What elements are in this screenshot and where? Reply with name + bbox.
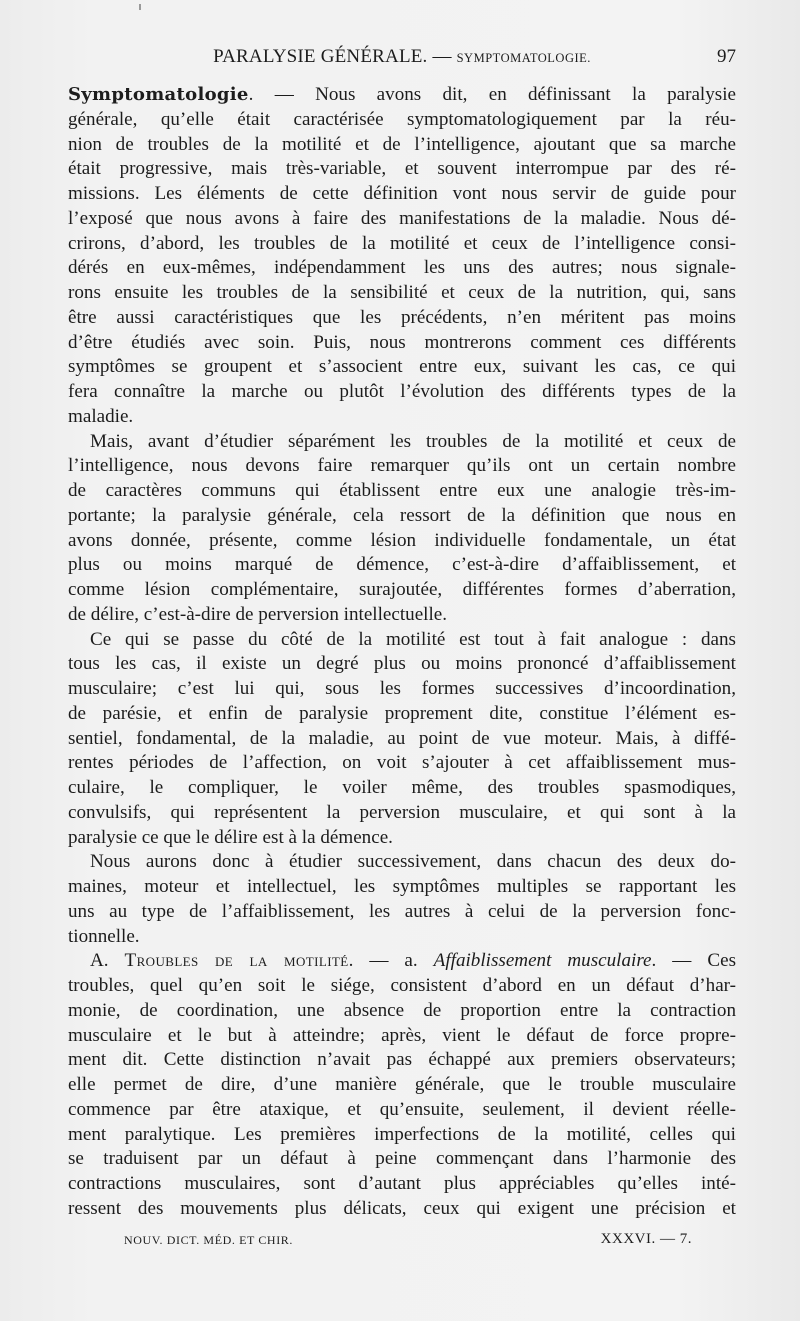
text-run: rons ensuite les troubles de la sensibilité et ceux de la nutrition, qui, sans xyxy=(68,282,736,303)
text-run: musculaire; c’est lui qui, sous les formes successives d’incoordination, xyxy=(68,678,736,699)
page-header xyxy=(68,46,736,72)
text-run: . — a. xyxy=(348,950,434,972)
running-title-section: SYMPTOMATOLOGIE. xyxy=(456,51,591,65)
footer-signature: NOUV. DICT. MÉD. ET CHIR. xyxy=(124,1233,294,1247)
text-line xyxy=(68,83,736,108)
text-line xyxy=(68,331,736,356)
text-run: se traduisent par un défaut à peine commençant dans l’harmonie des xyxy=(68,1148,736,1170)
text-run: paralysie ce que le délire est à la démence. xyxy=(68,826,393,848)
text-run: troubles, quel qu’en soit le siége, consistent d’abord en un défaut d’har- xyxy=(68,975,736,996)
text-line xyxy=(68,108,736,133)
text-run: avons donnée, présente, comme lésion individuelle fondamentale, un état xyxy=(68,529,736,551)
text-line xyxy=(68,380,736,405)
text-line xyxy=(68,925,736,950)
text-run: Nous aurons donc à étudier successivement, dans chacun des deux do- xyxy=(90,851,736,873)
text-run: rentes périodes de l’affection, on voit s’ajouter à cet affaiblissement mus- xyxy=(68,752,736,774)
text-line xyxy=(68,974,736,999)
text-line xyxy=(68,355,736,380)
text-line xyxy=(68,281,736,306)
text-run: Ce qui se passe du côté de la motilité est tout à fait analogue : dans xyxy=(90,628,736,650)
text-run: était progressive, mais très-variable, et souvent interrompue par des ré- xyxy=(68,158,736,180)
text-line xyxy=(68,702,736,727)
text-line xyxy=(68,1098,736,1123)
text-run: dérés en eux-mêmes, indépendamment les uns des autres; nous signale- xyxy=(68,257,736,279)
text-run: de parésie, et enfin de paralysie proprement dite, constitue l’élément es- xyxy=(68,702,736,724)
footer-volume-mark: XXXVI. — 7. xyxy=(600,1231,692,1247)
text-smallcaps: Troubles de la motilité xyxy=(124,950,349,972)
text-line xyxy=(68,999,736,1024)
body-text xyxy=(68,83,736,1222)
text-run: contractions musculaires, sont d’autant plus appréciables qu’elles inté- xyxy=(68,1173,736,1194)
page-speck xyxy=(139,4,141,10)
running-title xyxy=(68,46,736,68)
text-run: tionnelle. xyxy=(68,925,140,947)
text-line xyxy=(68,1123,736,1148)
text-run: ment dit. Cette distinction n’avait pas échappé aux premiers observateurs; xyxy=(68,1049,736,1071)
text-line xyxy=(68,1147,736,1172)
text-run: maladie. xyxy=(68,405,134,427)
text-line xyxy=(68,850,736,875)
text-line xyxy=(68,454,736,479)
text-line xyxy=(68,949,736,974)
text-line xyxy=(68,578,736,603)
text-line xyxy=(68,405,736,430)
text-run: monie, de coordination, une absence de proportion entre la contraction xyxy=(68,999,736,1021)
text-line xyxy=(68,826,736,851)
text-line xyxy=(68,232,736,257)
text-run: comme lésion complémentaire, surajoutée, différentes formes d’aberration, xyxy=(68,579,736,600)
text-run: l’exposé que nous avons à faire des manifestations de la maladie. Nous dé- xyxy=(68,207,736,229)
text-run: convulsifs, qui représentent la perversion musculaire, et qui sont à la xyxy=(68,801,736,823)
text-run: de caractères communs qui établissent entre eux une analogie très-im- xyxy=(68,480,736,501)
text-line xyxy=(68,727,736,752)
text-line xyxy=(68,1197,736,1222)
text-run: . — Nous avons dit, en définissant la paralysie xyxy=(248,84,736,105)
text-line xyxy=(68,1073,736,1098)
text-run: elle permet de dire, d’une manière générale, que le trouble musculaire xyxy=(68,1074,736,1095)
text-run: de délire, c’est-à-dire de perversion intellectuelle. xyxy=(68,603,448,625)
text-run: sentiel, fondamental, de la maladie, au point de vue moteur. Mais, à diffé- xyxy=(68,727,736,749)
text-line xyxy=(68,801,736,826)
text-line xyxy=(68,1172,736,1197)
text-line xyxy=(68,182,736,207)
text-run: générale, qu’elle était caractérisée symptomatologiquement par la réu- xyxy=(68,108,736,130)
text-line xyxy=(68,529,736,554)
text-run: ressent des mouvements plus délicats, ceux qui exigent une précision et xyxy=(68,1197,736,1219)
text-bold: Symptomatologie xyxy=(68,84,249,105)
running-title-main: PARALYSIE GÉNÉRALE. — xyxy=(213,46,452,67)
text-line xyxy=(68,157,736,182)
text-line xyxy=(68,207,736,232)
text-line xyxy=(68,652,736,677)
text-line xyxy=(68,479,736,504)
page-footer xyxy=(124,1233,692,1253)
text-run: crirons, d’abord, les troubles de la motilité et ceux de l’intelligence consi- xyxy=(68,232,736,254)
text-run: A. xyxy=(90,950,125,972)
text-run: commence par être ataxique, et qu’ensuite, seulement, il devient réelle- xyxy=(68,1098,736,1120)
text-run: nion de troubles de la motilité et de l’intelligence, ajoutant que sa marche xyxy=(68,133,736,155)
text-run: d’être étudiés avec soin. Puis, nous montrerons comment ces différents xyxy=(68,331,736,353)
text-run: culaire, le compliquer, le voiler même, des troubles spasmodiques, xyxy=(68,777,736,798)
text-run: missions. Les éléments de cette définition vont nous servir de guide pour xyxy=(68,183,736,204)
text-run: plus ou moins marqué de démence, c’est-à-dire d’affaiblissement, et xyxy=(68,554,736,576)
text-run: l’intelligence, nous devons faire remarquer qu’ils ont un certain nombre xyxy=(68,455,736,477)
text-line xyxy=(68,875,736,900)
text-run: Mais, avant d’étudier séparément les troubles de la motilité et ceux de xyxy=(90,430,736,452)
text-line xyxy=(68,603,736,628)
text-run: fera connaître la marche ou plutôt l’évolution des différents types de la xyxy=(68,381,736,402)
text-line xyxy=(68,776,736,801)
text-run: . — Ces xyxy=(651,950,736,972)
text-run: symptômes se groupent et s’associent entre eux, suivant les cas, ce qui xyxy=(68,356,736,378)
page-number: 97 xyxy=(717,46,736,67)
text-line xyxy=(68,306,736,331)
text-line xyxy=(68,1048,736,1073)
text-line xyxy=(68,900,736,925)
text-line xyxy=(68,1024,736,1049)
text-line xyxy=(68,504,736,529)
text-run: ment paralytique. Les premières imperfections de la motilité, celles qui xyxy=(68,1123,736,1145)
text-run: être aussi caractéristiques que les précédents, n’en méritent pas moins xyxy=(68,306,736,328)
text-italic: Affaiblissement musculaire xyxy=(433,950,652,972)
text-line xyxy=(68,677,736,702)
text-run: musculaire et le but à atteindre; après, vient le défaut de force propre- xyxy=(68,1024,736,1046)
text-line xyxy=(68,430,736,455)
text-run: portante; la paralysie générale, cela ressort de la définition que nous en xyxy=(68,504,736,526)
text-line xyxy=(68,256,736,281)
text-run: uns au type de l’affaiblissement, les autres à celui de la perversion fonc- xyxy=(68,900,736,922)
text-line xyxy=(68,628,736,653)
text-run: tous les cas, il existe un degré plus ou moins prononcé d’affaiblissement xyxy=(68,653,736,675)
text-line xyxy=(68,751,736,776)
text-line xyxy=(68,133,736,158)
text-line xyxy=(68,553,736,578)
text-run: maines, moteur et intellectuel, les symptômes multiples se rapportant les xyxy=(68,876,736,897)
